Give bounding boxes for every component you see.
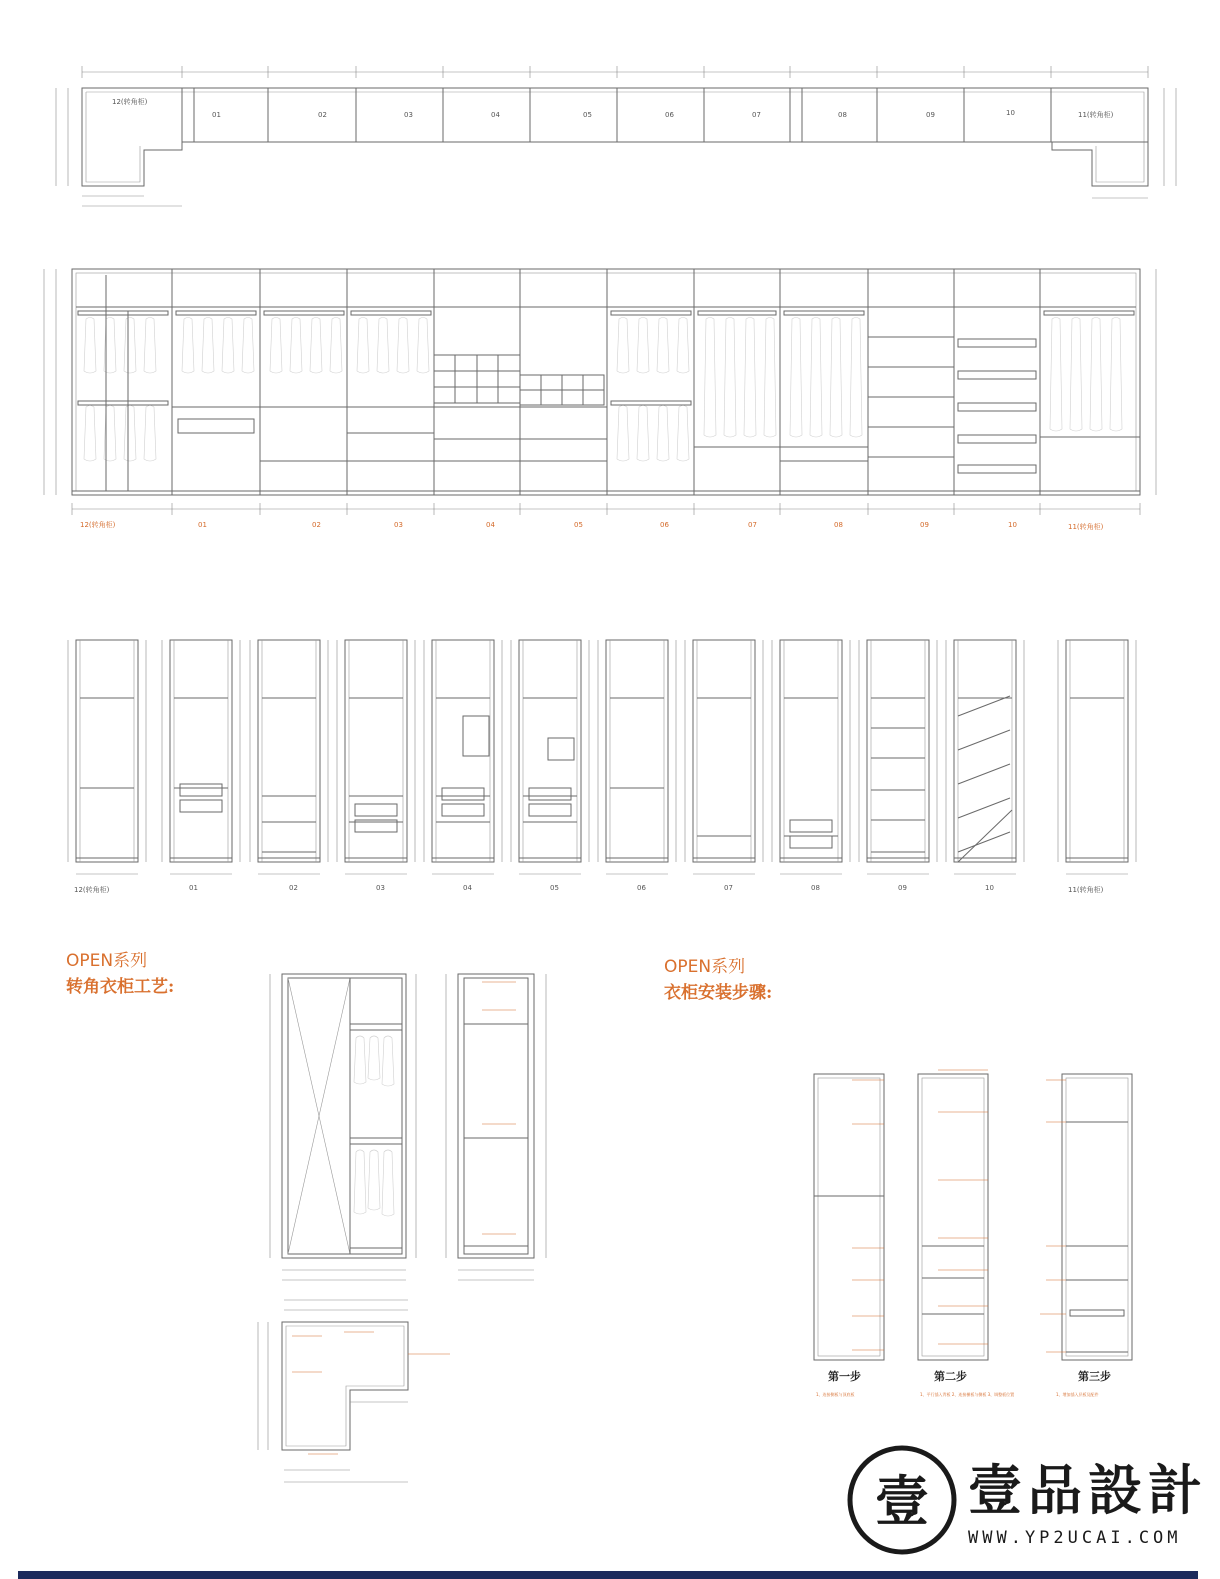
plan-label-02: 02 [318,111,327,119]
section-stroke [867,640,929,862]
corner-craft-heading [66,948,174,1000]
section-stroke [442,788,484,800]
elev-label-05: 05 [574,521,583,529]
section-stroke [958,832,1010,852]
garment-sketch [637,318,649,374]
garment-sketch [810,318,822,438]
garment-sketch [830,318,842,438]
brand-seal-icon [846,1444,958,1556]
plan-label-11: 11(转角柜) [1078,111,1114,119]
section-label-02: 02 [289,884,298,892]
section-label-04: 04 [463,884,472,892]
section-label-11: 11(转角柜) [1068,886,1104,894]
garment-sketch [617,406,629,462]
garment-sketch [1070,318,1082,432]
corner-cabinet-detail [240,960,570,1500]
garment-sketch [397,318,409,374]
section-label-03: 03 [376,884,385,892]
install-steps-heading [664,954,772,1006]
elev-label-06: 06 [660,521,669,529]
garment-sketch [124,406,136,462]
elev-label-01: 01 [198,521,207,529]
garment-sketch [657,318,669,374]
brand-seal-glyph: 壹 [875,1470,929,1533]
garment-sketch [637,406,649,462]
plan-label-12: 12(转角柜) [112,98,148,106]
section-stroke [958,730,1010,750]
section-label-08: 08 [811,884,820,892]
plan-label-03: 03 [404,111,413,119]
garment-sketch [202,318,214,374]
plan-label-10: 10 [1006,109,1015,117]
garment-sketch [657,406,669,462]
install-heading-line2: 衣柜安装步骤: [664,983,773,1003]
brand-logo [846,1444,1216,1562]
section-stroke [958,696,1010,716]
garment-sketch [144,406,156,462]
section-stroke [606,640,668,862]
section-label-05: 05 [550,884,559,892]
install-steps [800,1060,1160,1440]
garment-sketch [222,318,234,374]
plan-label-08: 08 [838,111,847,119]
install-heading-line1: OPEN系列 [664,957,746,977]
section-stroke [463,716,489,756]
garment-sketch [764,318,776,438]
plan-label-01: 01 [212,111,221,119]
elev-label-10: 10 [1008,521,1017,529]
section-stroke [958,810,1012,862]
step-2-note: 1、平行插入背板 2、连接横板与侧板 3、调整板位置 [920,1392,1015,1397]
section-label-10: 10 [985,884,994,892]
section-stroke [442,804,484,816]
corner-heading-line1: OPEN系列 [66,951,148,971]
garment-sketch [1110,318,1122,432]
garment-sketch [84,318,96,374]
plan-label-09: 09 [926,111,935,119]
elev-label-09: 09 [920,521,929,529]
section-views [0,620,1220,910]
garment-sketch [377,318,389,374]
section-label-07: 07 [724,884,733,892]
section-label-01: 01 [189,884,198,892]
step-3-title: 第三步 [1078,1370,1111,1383]
section-stroke [790,836,832,848]
garment-sketch [310,318,322,374]
step-1-title: 第一步 [828,1370,861,1383]
section-stroke [1066,640,1128,862]
section-stroke [780,640,842,862]
section-stroke [693,640,755,862]
garment-sketch [744,318,756,438]
section-stroke [958,764,1010,784]
section-stroke [790,820,832,832]
garment-sketch [84,406,96,462]
section-stroke [170,640,232,862]
corner-heading-line2: 转角衣柜工艺: [66,977,175,997]
garment-sketch [417,318,429,374]
section-stroke [180,784,222,796]
garment-sketch [182,318,194,374]
plan-label-05: 05 [583,111,592,119]
section-label-09: 09 [898,884,907,892]
garment-sketch [677,318,689,374]
garment-sketch [124,318,136,374]
section-stroke [258,640,320,862]
step-3-note: 1、增加插入层板及配件 [1056,1392,1099,1397]
garment-sketch [617,318,629,374]
section-stroke [355,804,397,816]
brand-name: 壹品設計 [968,1458,1208,1522]
elev-label-11: 11(转角柜) [1068,523,1104,531]
section-label-12: 12(转角柜) [74,886,110,894]
garment-sketch [357,318,369,374]
garment-sketch [1050,318,1062,432]
garment-sketch [290,318,302,374]
garment-sketch [242,318,254,374]
step-2-title: 第二步 [934,1370,967,1383]
section-stroke [519,640,581,862]
elev-label-04: 04 [486,521,495,529]
elev-label-08: 08 [834,521,843,529]
footer-bar [18,1571,1198,1579]
garment-sketch [270,318,282,374]
section-stroke [345,640,407,862]
plan-label-07: 07 [752,111,761,119]
garment-sketch [677,406,689,462]
garment-sketch [330,318,342,374]
garment-sketch [850,318,862,438]
section-stroke [529,804,571,816]
section-stroke [76,640,138,862]
section-stroke [529,788,571,800]
top-plan-view [0,0,1220,220]
elev-label-12: 12(转角柜) [80,521,116,529]
section-stroke [548,738,574,760]
section-stroke [958,798,1010,818]
elev-label-02: 02 [312,521,321,529]
brand-url: WWW.YP2UCAI.COM [968,1528,1182,1548]
garment-sketch [790,318,802,438]
elev-label-07: 07 [748,521,757,529]
section-label-06: 06 [637,884,646,892]
garment-sketch [724,318,736,438]
section-stroke [954,640,1016,862]
plan-label-06: 06 [665,111,674,119]
section-stroke [180,800,222,812]
plan-label-04: 04 [491,111,500,119]
elev-label-03: 03 [394,521,403,529]
garment-sketch [1090,318,1102,432]
front-elevation [0,255,1220,545]
garment-sketch [144,318,156,374]
step-1-note: 1、连接侧板与顶底板 [816,1392,855,1397]
garment-sketch [704,318,716,438]
